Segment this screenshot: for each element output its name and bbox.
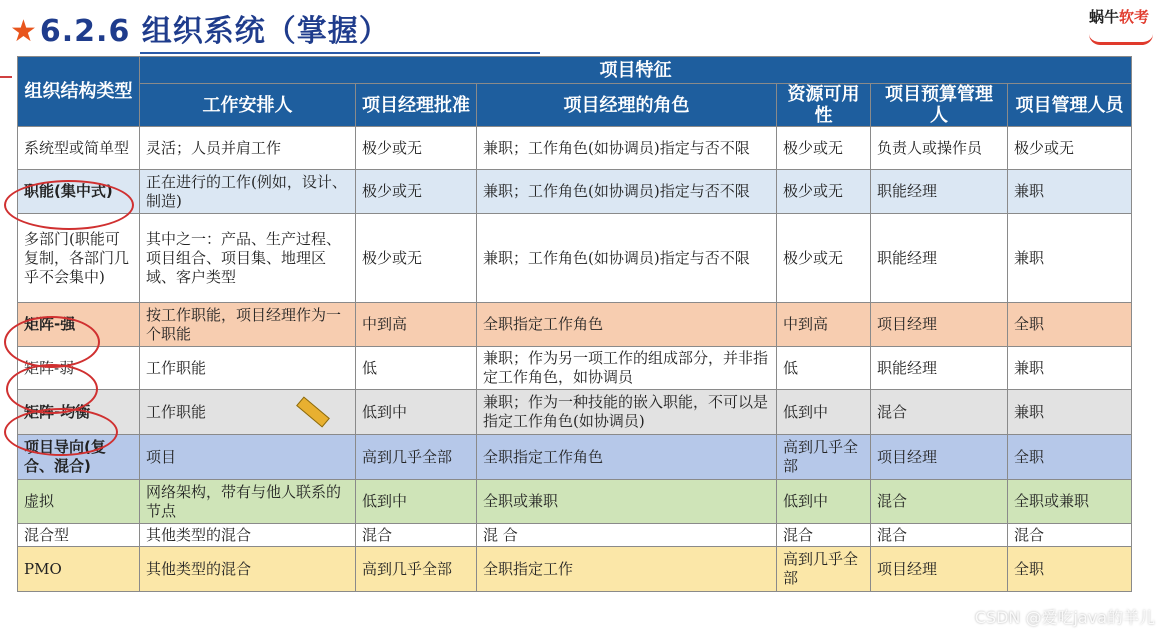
table-cell: 项目经理 — [871, 303, 1008, 347]
table-cell: 兼职 — [1008, 390, 1132, 435]
table-row — [18, 524, 1132, 547]
table-cell: 兼职；工作角色(如协调员)指定与否不限 — [477, 170, 777, 214]
row-type: 系统型或简单型 — [18, 127, 140, 170]
logo-text-2: 软考 — [1119, 8, 1150, 26]
group-header: 项目特征 — [140, 57, 1132, 84]
table-cell: 高到几乎全部 — [777, 547, 871, 592]
table-row — [18, 127, 1132, 170]
org-structure-table — [17, 56, 1132, 592]
table-cell: 工作职能 — [140, 390, 356, 435]
table-cell: 职能经理 — [871, 170, 1008, 214]
col-header: 项目管理人员 — [1008, 84, 1132, 127]
annotation-circle — [4, 180, 134, 230]
star-icon: ★ — [10, 14, 38, 49]
table-cell: 网络架构，带有与他人联系的节点 — [140, 480, 356, 524]
table-cell: 中到高 — [777, 303, 871, 347]
table-row — [18, 547, 1132, 592]
table-cell: 兼职；工作角色(如协调员)指定与否不限 — [477, 127, 777, 170]
table-cell: 全职 — [1008, 303, 1132, 347]
table-cell: 兼职；作为另一项工作的组成部分，并非指定工作角色，如协调员 — [477, 347, 777, 390]
table-cell: 高到几乎全部 — [777, 435, 871, 480]
watermark: CSDN @爱吃java的羊儿 — [974, 608, 1155, 627]
table-cell: 中到高 — [356, 303, 477, 347]
col-header: 项目经理的角色 — [477, 84, 777, 127]
logo-swirl-icon — [1089, 34, 1153, 45]
table-cell: 低到中 — [356, 480, 477, 524]
row-type: PMO — [18, 547, 140, 592]
title-area — [10, 2, 530, 54]
table-cell: 兼职 — [1008, 170, 1132, 214]
col-header: 项目预算管理人 — [871, 84, 1008, 127]
corner-header: 组织结构类型 — [18, 57, 140, 127]
table-cell: 极少或无 — [356, 170, 477, 214]
table-cell: 负责人或操作员 — [871, 127, 1008, 170]
row-type: 矩阵-均衡 — [18, 390, 140, 435]
table-cell: 兼职 — [1008, 347, 1132, 390]
table-cell: 工作职能 — [140, 347, 356, 390]
table-cell: 按工作职能，项目经理作为一个职能 — [140, 303, 356, 347]
table-cell: 混合 — [871, 390, 1008, 435]
table-cell: 全职指定工作 — [477, 547, 777, 592]
table-cell: 极少或无 — [777, 214, 871, 303]
table-cell: 极少或无 — [777, 170, 871, 214]
row-type: 混合型 — [18, 524, 140, 547]
title-underline — [140, 52, 540, 54]
logo-text-1: 蜗牛 — [1089, 8, 1120, 26]
table-cell: 全职指定工作角色 — [477, 435, 777, 480]
table-cell: 兼职；工作角色(如协调员)指定与否不限 — [477, 214, 777, 303]
table-cell: 项目 — [140, 435, 356, 480]
table-cell: 全职指定工作角色 — [477, 303, 777, 347]
annotation-circle — [6, 364, 98, 414]
table-cell: 低 — [356, 347, 477, 390]
col-header: 工作安排人 — [140, 84, 356, 127]
table-cell: 低 — [777, 347, 871, 390]
table-cell: 极少或无 — [777, 127, 871, 170]
table-cell: 混合 — [356, 524, 477, 547]
table-cell: 低到中 — [356, 390, 477, 435]
table-cell: 兼职 — [1008, 214, 1132, 303]
row-type: 虚拟 — [18, 480, 140, 524]
table-cell: 低到中 — [777, 480, 871, 524]
table-cell: 项目经理 — [871, 547, 1008, 592]
row-type: 项目导向(复合、混合) — [18, 435, 140, 480]
row-type: 矩阵-弱 — [18, 347, 140, 390]
table-cell: 高到几乎全部 — [356, 547, 477, 592]
brand-logo — [1089, 6, 1161, 46]
table-cell: 其他类型的混合 — [140, 547, 356, 592]
col-header: 资源可用性 — [777, 84, 871, 127]
row-type: 多部门(职能可复制，各部门几乎不会集中) — [18, 214, 140, 303]
table-cell: 兼职；作为一种技能的嵌入职能，不可以是指定工作角色(如协调员) — [477, 390, 777, 435]
table-cell: 灵活；人员并肩工作 — [140, 127, 356, 170]
page-title-text: 6.2.6 组织系统（掌握） — [39, 14, 390, 49]
table-row — [18, 303, 1132, 347]
annotation-circle — [4, 408, 118, 456]
table-cell: 极少或无 — [356, 127, 477, 170]
annotation-circle — [4, 316, 100, 368]
table-cell: 极少或无 — [356, 214, 477, 303]
table-row — [18, 170, 1132, 214]
table-row — [18, 214, 1132, 303]
table-row — [18, 390, 1132, 435]
page-title — [10, 6, 390, 50]
table-cell: 正在进行的工作(例如，设计、制造) — [140, 170, 356, 214]
table-cell: 职能经理 — [871, 347, 1008, 390]
row-type: 矩阵-强 — [18, 303, 140, 347]
table-cell: 低到中 — [777, 390, 871, 435]
left-red-mark — [0, 76, 12, 78]
table-cell: 全职 — [1008, 435, 1132, 480]
table-cell: 全职或兼职 — [477, 480, 777, 524]
table-cell: 项目经理 — [871, 435, 1008, 480]
table-cell: 混 合 — [477, 524, 777, 547]
col-header: 项目经理批准 — [356, 84, 477, 127]
table-cell: 极少或无 — [1008, 127, 1132, 170]
table-cell: 混合 — [871, 524, 1008, 547]
table-cell: 全职或兼职 — [1008, 480, 1132, 524]
table-cell: 混合 — [1008, 524, 1132, 547]
table-cell: 混合 — [777, 524, 871, 547]
table-cell: 高到几乎全部 — [356, 435, 477, 480]
table-cell: 全职 — [1008, 547, 1132, 592]
row-type: 职能(集中式) — [18, 170, 140, 214]
table-cell: 混合 — [871, 480, 1008, 524]
table-row — [18, 435, 1132, 480]
table-cell: 职能经理 — [871, 214, 1008, 303]
table-cell: 其中之一：产品、生产过程、项目组合、项目集、地理区域、客户类型 — [140, 214, 356, 303]
table-cell: 其他类型的混合 — [140, 524, 356, 547]
table-row — [18, 480, 1132, 524]
table-row — [18, 347, 1132, 390]
